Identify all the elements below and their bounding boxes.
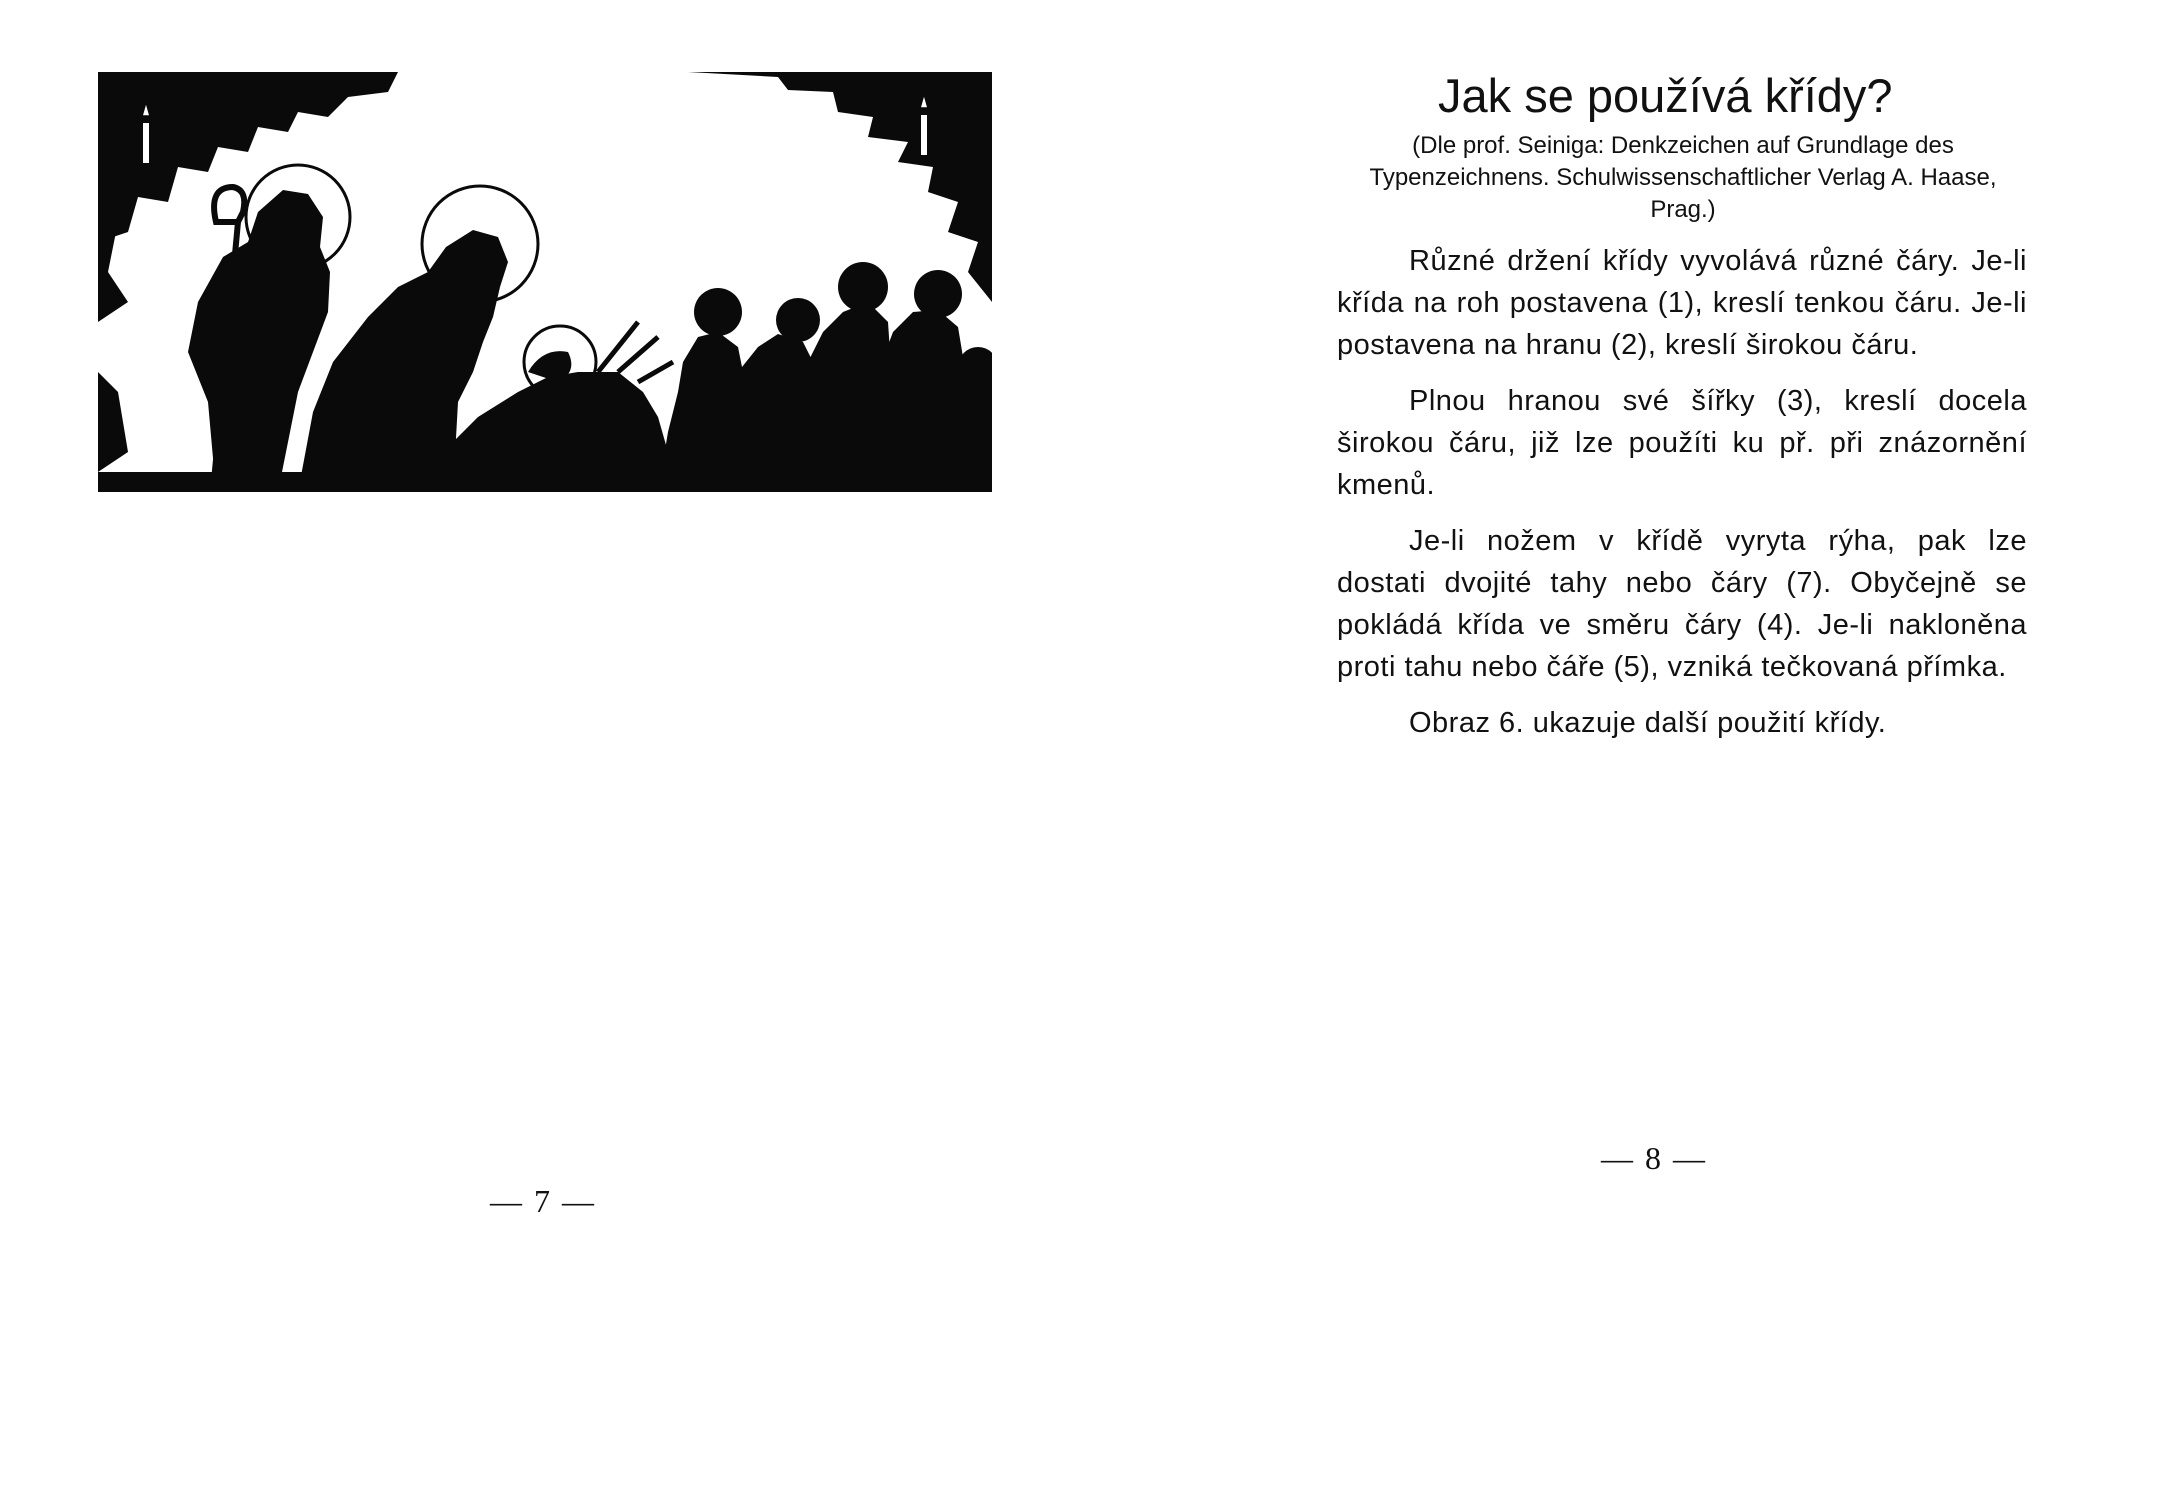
nativity-silhouette-icon <box>98 72 992 492</box>
page-title: Jak se používá křídy? <box>1438 69 1893 122</box>
nativity-silhouette-illustration <box>98 72 992 492</box>
source-citation: (Dle prof. Seiniga: Denkzeichen auf Grundlage des Typenzeichnens. Schulwissenschaftlicher Verlag A. Haase, Prag.) <box>1369 132 1997 223</box>
paragraph: Plnou hranou své šířky (3), kreslí docela širokou čáru, již lze použíti ku př. při znázornění kmenů. <box>1337 385 2027 501</box>
page-number-right: — 8 — <box>1601 1140 1707 1176</box>
paragraph: Je-li nožem v křídě vyryta rýha, pak lze dostati dvojité tahy nebo čáry (7). Obyčejně se pokládá křída ve směru čáry (4). Je-li nakloněna proti tahu nebo čáře (5), vzniká tečkovaná přímka. <box>1337 525 2027 683</box>
right-page <box>1083 0 2166 1500</box>
page-number-left: — 7 — <box>490 1183 596 1219</box>
body-text <box>1337 240 2027 758</box>
paragraph: Obraz 6. ukazuje další použití křídy. <box>1409 707 1887 739</box>
paragraph: Různé držení křídy vyvolává různé čáry. Je-li křída na roh postavena (1), kreslí tenkou čáru. Je-li postavena na hranu (2), kreslí širokou čáru. <box>1337 245 2027 361</box>
